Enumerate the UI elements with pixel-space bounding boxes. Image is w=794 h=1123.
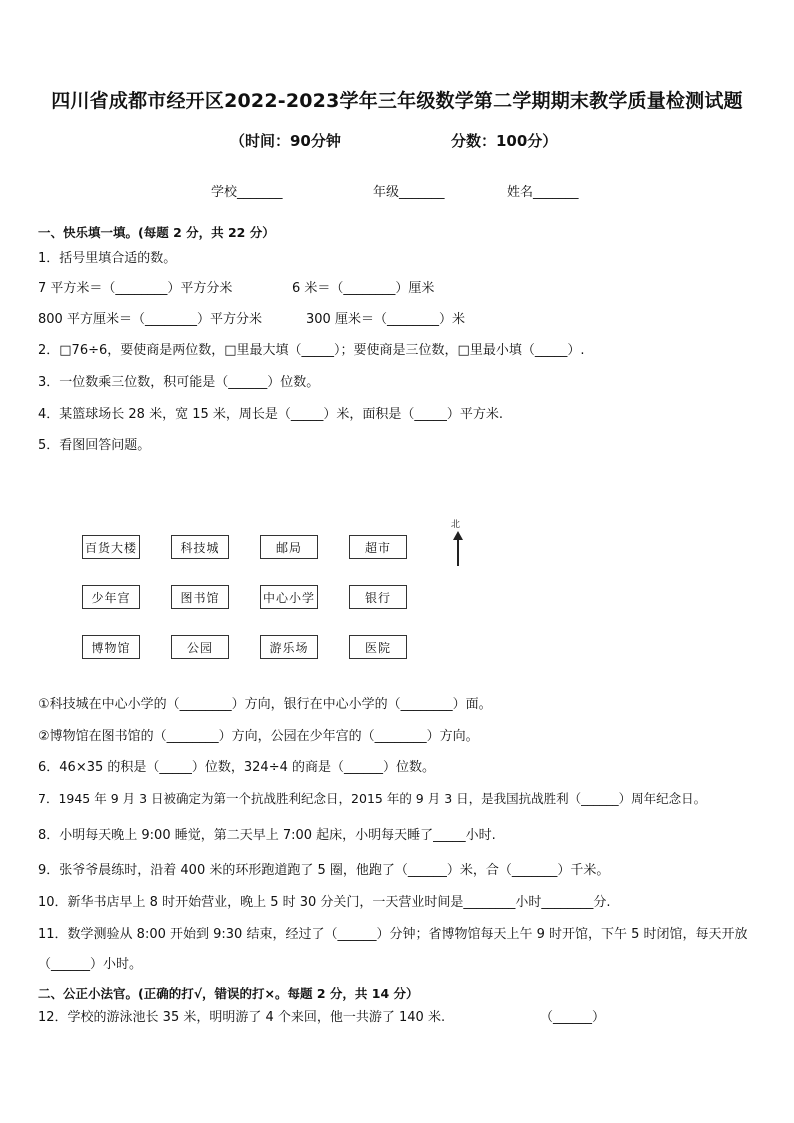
question-5-1: ①科技城在中心小学的（________）方向，银行在中心小学的（________）面。	[38, 697, 492, 712]
map-box-bank: 银行	[349, 585, 407, 609]
question-4: 4．某篮球场长 28 米，宽 15 米，周长是（_____）米，面积是（_____）平方米.	[38, 407, 504, 422]
question-8: 8．小明每天晚上 9:00 睡觉，第二天早上 7:00 起床，小明每天睡了_____小时.	[38, 828, 496, 843]
exam-time: （时间：90分钟	[230, 132, 341, 150]
question-6: 6．46×35 的积是（_____）位数，324÷4 的商是（______）位数。	[38, 760, 435, 775]
map-box-library: 图书馆	[171, 585, 229, 609]
question-1d: 300 厘米＝（________）米	[306, 312, 465, 327]
map-box-hospital: 医院	[349, 635, 407, 659]
section1-heading: 一、快乐填一填。(每题 2 分，共 22 分）	[38, 225, 275, 240]
question-12: 12．学校的游泳池长 35 米，明明游了 4 个来回，他一共游了 140 米.	[38, 1010, 446, 1025]
question-5: 5．看图回答问题。	[38, 438, 151, 453]
question-9: 9．张爷爷晨练时，沿着 400 米的环形跑道跑了 5 圈，他跑了（______）米，合（_______）千米。	[38, 863, 610, 878]
question-1b: 6 米＝（________）厘米	[292, 281, 435, 296]
question-12-answer-blank: （______）	[540, 1010, 606, 1025]
map-box-youth-palace: 少年宫	[82, 585, 140, 609]
north-arrow-shaft	[457, 538, 459, 566]
grade-field: 年级_______	[373, 185, 445, 200]
exam-score: 分数：100分）	[451, 132, 558, 150]
name-field: 姓名_______	[507, 185, 579, 200]
question-5-2: ②博物馆在图书馆的（________）方向，公园在少年宫的（________）方向。	[38, 729, 479, 744]
map-box-central-school: 中心小学	[260, 585, 318, 609]
question-2: 2．□76÷6，要使商是两位数，□里最大填（_____）；要使商是三位数，□里最小填（_____）.	[38, 343, 585, 358]
page-title: 四川省成都市经开区2022-2023学年三年级数学第二学期期末教学质量检测试题	[51, 90, 743, 112]
map-box-supermarket: 超市	[349, 535, 407, 559]
question-1a: 7 平方米＝（________）平方分米	[38, 281, 233, 296]
school-field: 学校_______	[211, 185, 283, 200]
map-box-department-store: 百货大楼	[82, 535, 140, 559]
north-label: 北	[451, 520, 461, 530]
question-1c: 800 平方厘米＝（________）平方分米	[38, 312, 262, 327]
section2-heading: 二、公正小法官。(正确的打√，错误的打×。每题 2 分，共 14 分）	[38, 986, 419, 1001]
question-7: 7．1945 年 9 月 3 日被确定为第一个抗战胜利纪念日，2015 年的 9 月 3 日，是我国抗战胜利（______）周年纪念日。	[38, 791, 707, 806]
question-3: 3．一位数乘三位数，积可能是（______）位数。	[38, 375, 320, 390]
question-1: 1．括号里填合适的数。	[38, 251, 177, 266]
map-box-tech-city: 科技城	[171, 535, 229, 559]
map-box-park: 公园	[171, 635, 229, 659]
map-box-amusement-park: 游乐场	[260, 635, 318, 659]
question-10: 10．新华书店早上 8 时开始营业，晚上 5 时 30 分关门，一天营业时间是________小时________分.	[38, 895, 611, 910]
question-11: 11．数学测验从 8:00 开始到 9:30 结束，经过了（______）分钟；省博物馆每天上午 9 时开馆，下午 5 时闭馆，每天开放（______）小时。	[38, 927, 748, 972]
map-box-museum: 博物馆	[82, 635, 140, 659]
map-box-post-office: 邮局	[260, 535, 318, 559]
